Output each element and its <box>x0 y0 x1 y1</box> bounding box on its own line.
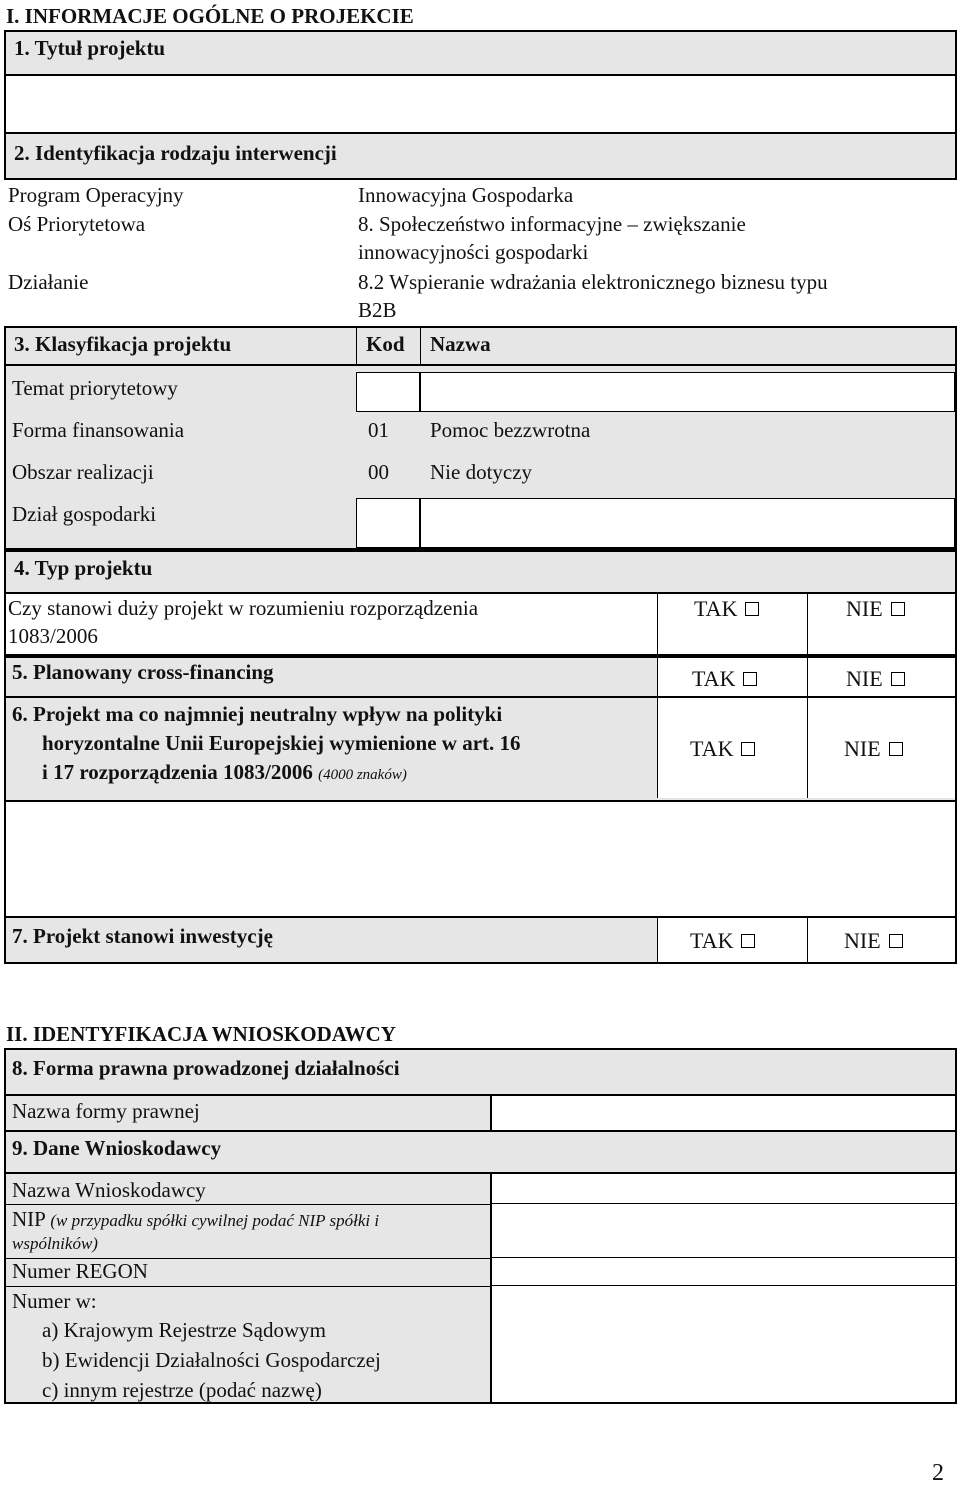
q7-no-option[interactable] <box>844 928 903 954</box>
q7-no-label: NIE <box>844 928 881 953</box>
q5-yes-checkbox[interactable] <box>743 672 757 686</box>
regon-label: Numer REGON <box>12 1259 148 1283</box>
applicant-name-field[interactable] <box>492 1174 957 1204</box>
q4-title: 4. Typ projektu <box>14 556 153 580</box>
q6-no-checkbox[interactable] <box>889 742 903 756</box>
q5-title: 5. Planowany cross-financing <box>12 660 274 684</box>
q4-yes-label: TAK <box>694 596 738 621</box>
divider <box>657 594 658 654</box>
measure-value-line2: B2B <box>358 298 397 322</box>
q7-yes-checkbox[interactable] <box>741 934 755 948</box>
financing-form-label: Forma finansowania <box>12 418 185 442</box>
q4-yes-option[interactable] <box>694 596 759 622</box>
priority-axis-value-line2: innowacyjności gospodarki <box>358 240 589 264</box>
q9-title: 9. Dane Wnioskodawcy <box>12 1136 222 1160</box>
q5-no-label: NIE <box>846 666 883 691</box>
q5-yes-option[interactable] <box>692 666 757 692</box>
divider <box>807 658 808 696</box>
q5-no-checkbox[interactable] <box>891 672 905 686</box>
q6-yes-checkbox[interactable] <box>741 742 755 756</box>
register-number-field[interactable] <box>492 1286 957 1402</box>
q9-labels-column <box>4 1174 490 1404</box>
q4-yes-checkbox[interactable] <box>745 602 759 616</box>
q6-line3 <box>42 760 407 785</box>
q2-header <box>4 132 957 180</box>
q6-no-option[interactable] <box>844 736 903 762</box>
q6-yes-option[interactable] <box>690 736 755 762</box>
program-value: Innowacyjna Gospodarka <box>358 183 574 207</box>
q8-field-label-cell <box>4 1096 490 1132</box>
q6-line2: horyzontalne Unii Europejskiej wymienione w art. 16 <box>42 731 521 755</box>
nip-note-2: wspólników) <box>12 1234 98 1253</box>
applicant-name-label: Nazwa Wnioskodawcy <box>12 1178 206 1202</box>
measure-value-line1: 8.2 Wspieranie wdrażania elektronicznego biznesu typu <box>358 270 828 294</box>
divider <box>420 328 421 364</box>
q6-no-label: NIE <box>844 736 881 761</box>
q9-header <box>4 1130 957 1174</box>
program-label: Program Operacyjny <box>8 183 184 207</box>
q4-question-line2: 1083/2006 <box>8 624 98 648</box>
project-title-field[interactable] <box>4 76 957 132</box>
krs-label: a) Krajowym Rejestrze Sądowym <box>42 1318 327 1342</box>
q7-title: 7. Projekt stanowi inwestycję <box>12 924 273 948</box>
legal-form-label: Nazwa formy prawnej <box>12 1099 200 1123</box>
nip-field[interactable] <box>492 1204 957 1258</box>
q6-row <box>4 698 957 802</box>
q2-title: 2. Identyfikacja rodzaju interwencji <box>14 141 337 165</box>
area-name: Nie dotyczy <box>430 460 533 484</box>
divider <box>6 364 955 366</box>
q7-row <box>4 916 957 964</box>
regon-field[interactable] <box>492 1258 957 1286</box>
area-label: Obszar realizacji <box>12 460 154 484</box>
q6-description-field[interactable] <box>4 802 957 916</box>
q7-yes-option[interactable] <box>690 928 755 954</box>
q6-note: (4000 znaków) <box>318 767 407 783</box>
col-kod-header: Kod <box>366 332 405 356</box>
section-2-title: II. IDENTYFIKACJA WNIOSKODAWCY <box>6 1022 396 1046</box>
economy-sector-code-field[interactable] <box>356 498 420 548</box>
legal-form-field[interactable] <box>490 1096 957 1132</box>
q1-header <box>4 30 957 76</box>
priority-axis-label: Oś Priorytetowa <box>8 212 146 236</box>
nip-note-1: (w przypadku spółki cywilnej podać NIP spółki i <box>50 1211 380 1230</box>
q4-row <box>4 594 957 656</box>
col-nazwa-header: Nazwa <box>430 332 491 356</box>
economy-sector-label: Dział gospodarki <box>12 502 157 526</box>
divider <box>356 328 357 364</box>
nip-label-line1 <box>12 1207 379 1232</box>
q7-no-checkbox[interactable] <box>889 934 903 948</box>
classification-table <box>4 326 957 550</box>
q5-row <box>4 656 957 698</box>
q4-header <box>4 550 957 594</box>
page-number: 2 <box>932 1460 944 1486</box>
priority-axis-value-line1: 8. Społeczeństwo informacyjne – zwiększanie <box>358 212 746 236</box>
q6-yes-label: TAK <box>690 736 734 761</box>
q9-values-column <box>490 1174 957 1404</box>
q6-line3-text: i 17 rozporządzenia 1083/2006 <box>42 760 313 784</box>
q5-no-option[interactable] <box>846 666 905 692</box>
q4-no-checkbox[interactable] <box>891 602 905 616</box>
q8-header <box>4 1048 957 1096</box>
q5-yes-label: TAK <box>692 666 736 691</box>
nip-label: NIP <box>12 1207 46 1231</box>
q1-title: 1. Tytuł projektu <box>14 36 166 60</box>
priority-topic-code-field[interactable] <box>356 372 420 412</box>
area-code: 00 <box>368 460 389 484</box>
section-1-title: I. INFORMACJE OGÓLNE O PROJEKCIE <box>6 4 414 28</box>
q3-title: 3. Klasyfikacja projektu <box>14 332 232 356</box>
q4-no-label: NIE <box>846 596 883 621</box>
register-number-label: Numer w: <box>12 1289 97 1313</box>
q4-no-option[interactable] <box>846 596 905 622</box>
divider <box>807 698 808 798</box>
q7-yes-label: TAK <box>690 928 734 953</box>
economy-sector-name-field[interactable] <box>420 498 955 548</box>
measure-label: Działanie <box>8 270 89 294</box>
financing-form-name: Pomoc bezzwrotna <box>430 418 591 442</box>
priority-topic-label: Temat priorytetowy <box>12 376 178 400</box>
q8-title: 8. Forma prawna prowadzonej działalności <box>12 1056 400 1080</box>
divider <box>807 594 808 654</box>
priority-topic-name-field[interactable] <box>420 372 955 412</box>
divider <box>807 918 808 962</box>
q6-line1: 6. Projekt ma co najmniej neutralny wpływ na polityki <box>12 702 503 726</box>
q4-question-line1: Czy stanowi duży projekt w rozumieniu rozporządzenia <box>8 596 479 620</box>
other-register-label: c) innym rejestrze (podać nazwę) <box>42 1378 322 1402</box>
divider <box>6 1204 492 1205</box>
financing-form-code: 01 <box>368 418 389 442</box>
edg-label: b) Ewidencji Działalności Gospodarczej <box>42 1348 381 1372</box>
divider <box>6 1286 492 1287</box>
